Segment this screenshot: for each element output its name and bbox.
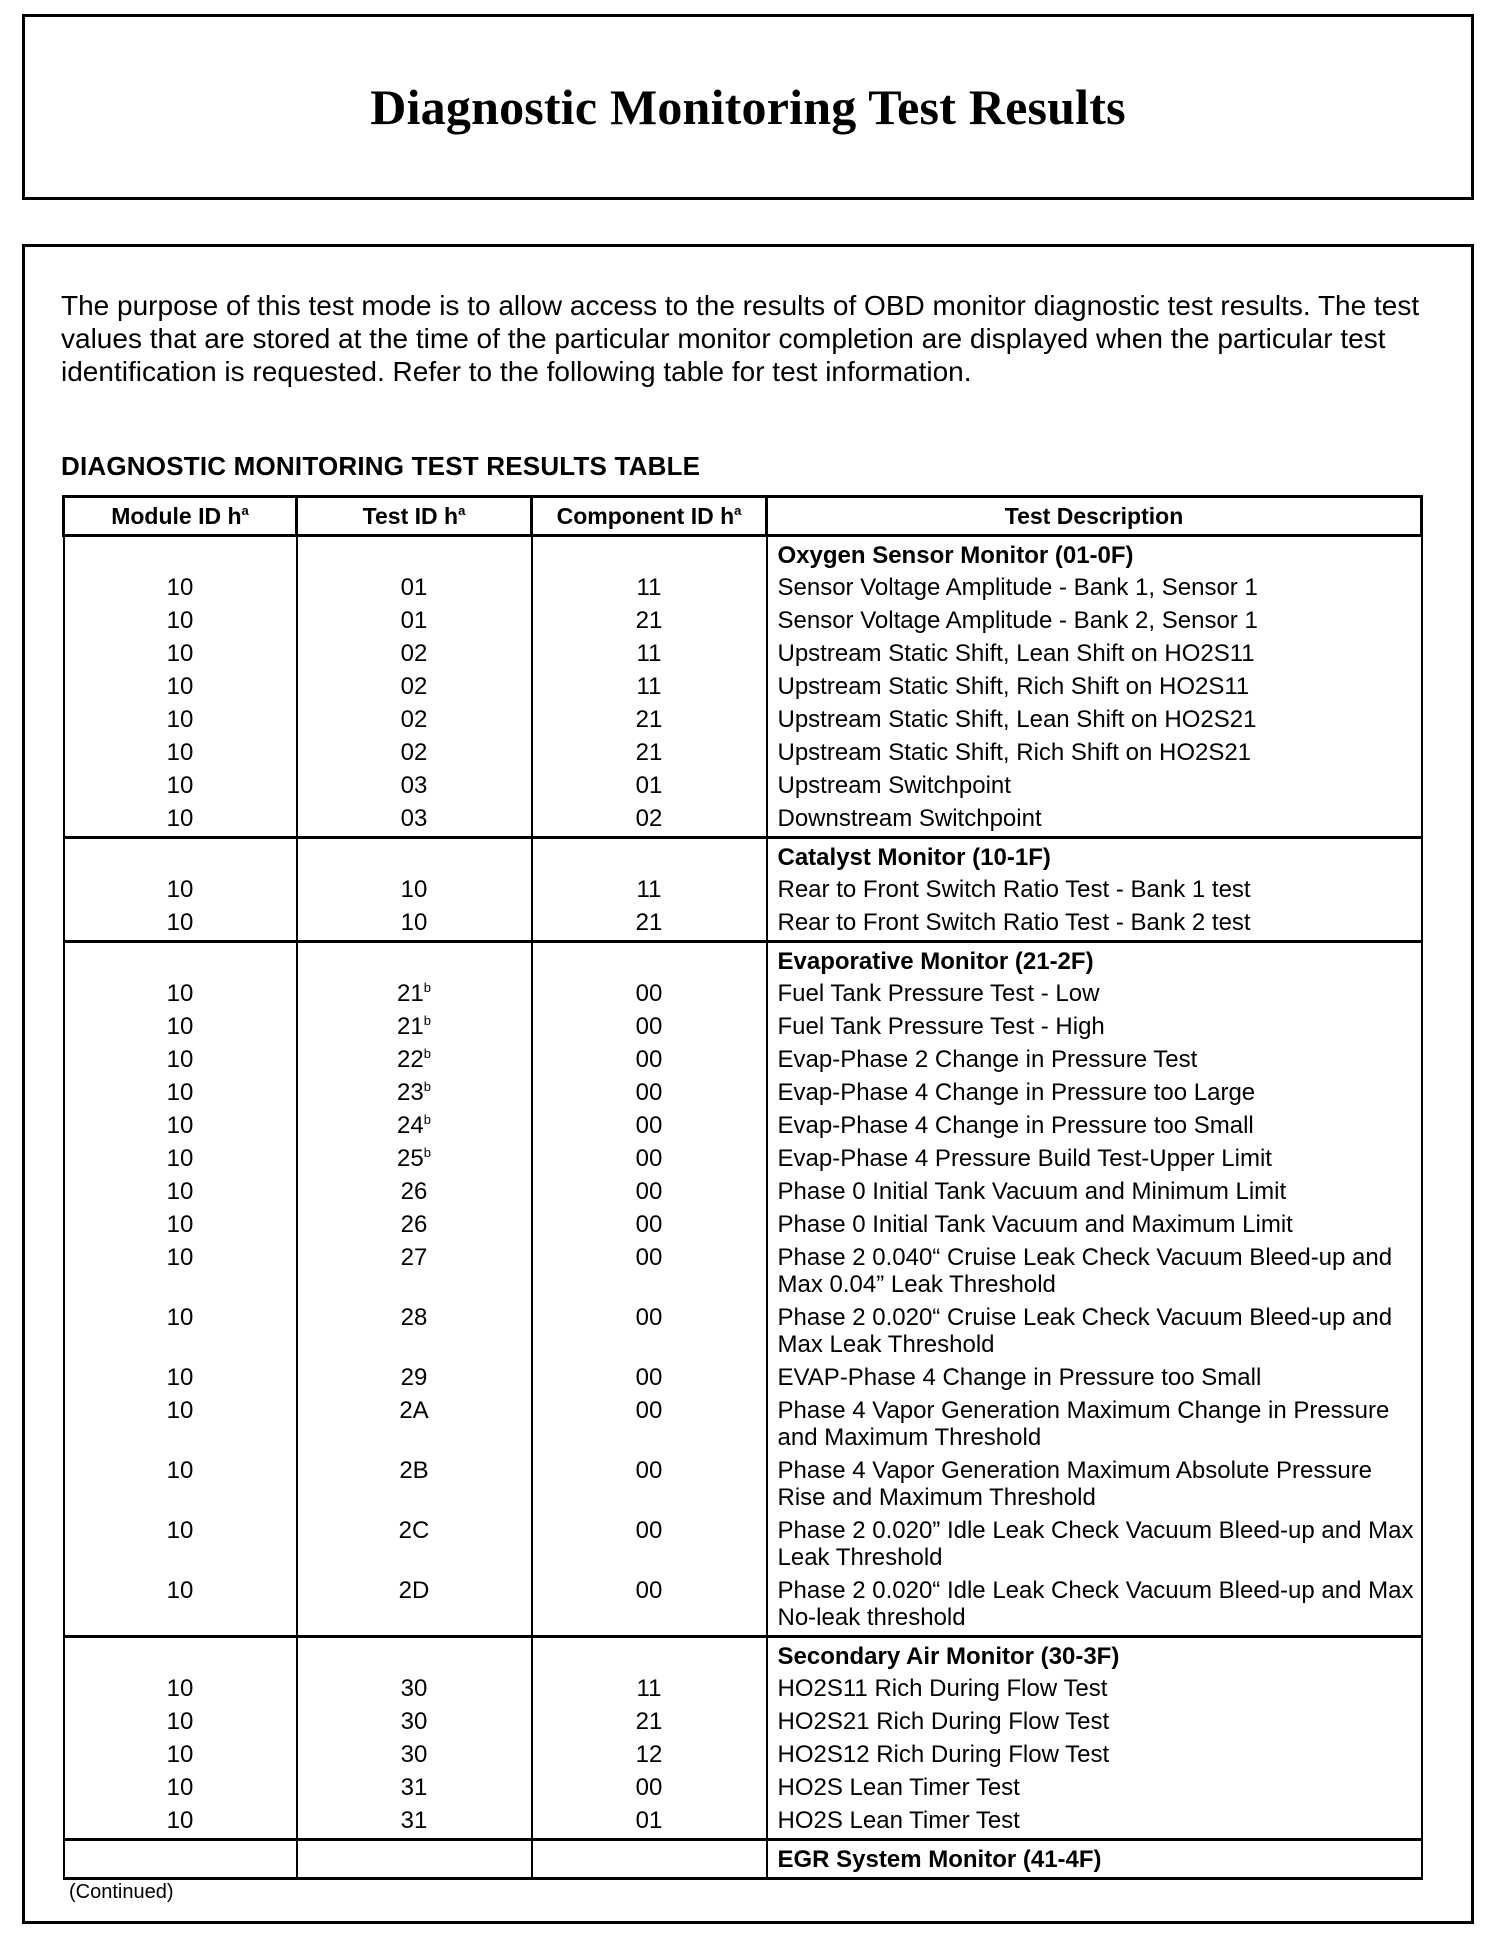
test-description-cell: Upstream Static Shift, Rich Shift on HO2S11: [767, 670, 1422, 703]
module-id-cell: 10: [64, 802, 297, 838]
table-row: [64, 1208, 1422, 1241]
group-title: Oxygen Sensor Monitor (01-0F): [767, 536, 1422, 572]
footnote-marker: b: [423, 1145, 431, 1160]
footnote-marker: b: [423, 1013, 431, 1028]
empty-cell: [297, 838, 532, 874]
test-description-cell: Phase 0 Initial Tank Vacuum and Maximum Limit: [767, 1208, 1422, 1241]
group-title: Catalyst Monitor (10-1F): [767, 838, 1422, 874]
test-id-cell: 31: [297, 1771, 532, 1804]
table-row: [64, 1241, 1422, 1301]
table-group: [64, 536, 1422, 838]
table-row: [64, 604, 1422, 637]
column-header-test-description: Test Description: [767, 497, 1422, 536]
module-id-cell: 10: [64, 1771, 297, 1804]
table-row: [64, 1361, 1422, 1394]
table-group: [64, 838, 1422, 942]
group-title-row: [64, 1637, 1422, 1673]
test-description-cell: Sensor Voltage Amplitude - Bank 1, Sensor 1: [767, 571, 1422, 604]
empty-cell: [297, 1840, 532, 1879]
test-id-cell: 01: [297, 571, 532, 604]
module-id-cell: 10: [64, 1175, 297, 1208]
test-description-cell: Evap-Phase 4 Change in Pressure too Large: [767, 1076, 1422, 1109]
group-title-row: [64, 942, 1422, 978]
test-id-cell: 10: [297, 873, 532, 906]
empty-cell: [532, 1840, 767, 1879]
test-id-cell: 21$^b$: [297, 1010, 532, 1043]
component-id-cell: 00: [532, 1241, 767, 1301]
component-id-cell: 00: [532, 1301, 767, 1361]
table-row: [64, 1705, 1422, 1738]
module-id-cell: 10: [64, 571, 297, 604]
test-description-cell: Upstream Static Shift, Lean Shift on HO2S11: [767, 637, 1422, 670]
module-id-cell: 10: [64, 1454, 297, 1514]
group-title: Secondary Air Monitor (30-3F): [767, 1637, 1422, 1673]
test-description-cell: HO2S Lean Timer Test: [767, 1804, 1422, 1840]
component-id-cell: 00: [532, 1454, 767, 1514]
table-row: [64, 1454, 1422, 1514]
test-id-cell: 02: [297, 703, 532, 736]
table-row: [64, 1804, 1422, 1840]
test-description-cell: Fuel Tank Pressure Test - Low: [767, 977, 1422, 1010]
test-id-cell: 03: [297, 769, 532, 802]
test-description-cell: Upstream Static Shift, Lean Shift on HO2S21: [767, 703, 1422, 736]
component-id-cell: 11: [532, 1672, 767, 1705]
test-description-cell: Upstream Static Shift, Rich Shift on HO2S21: [767, 736, 1422, 769]
test-description-cell: HO2S12 Rich During Flow Test: [767, 1738, 1422, 1771]
module-id-cell: 10: [64, 1514, 297, 1574]
test-id-cell: 2B: [297, 1454, 532, 1514]
test-id-cell: 02: [297, 637, 532, 670]
table-group: [64, 1637, 1422, 1840]
table-row: [64, 670, 1422, 703]
column-header-module-id: Module ID $h^a$: [64, 497, 297, 536]
intro-paragraph: The purpose of this test mode is to allow access to the results of OBD monitor diagnostic test results. The test values that are stored at the time of the particular monitor completion are displayed when the particular test identification is requested. Refer to the following table for test information.: [61, 290, 1420, 387]
module-id-cell: 10: [64, 1574, 297, 1637]
table-row: [64, 1043, 1422, 1076]
table-row: [64, 1394, 1422, 1454]
table-row: [64, 1738, 1422, 1771]
table-row: [64, 1109, 1422, 1142]
empty-cell: [297, 942, 532, 978]
test-id-cell: 27: [297, 1241, 532, 1301]
group-title: Evaporative Monitor (21-2F): [767, 942, 1422, 978]
component-id-cell: 00: [532, 977, 767, 1010]
module-id-cell: 10: [64, 1043, 297, 1076]
component-id-cell: 21: [532, 906, 767, 942]
module-id-cell: 10: [64, 1738, 297, 1771]
table-row: [64, 769, 1422, 802]
continued-note: (Continued): [69, 1881, 174, 1903]
component-id-cell: 12: [532, 1738, 767, 1771]
test-id-cell: 21$^b$: [297, 977, 532, 1010]
test-description-cell: Phase 2 0.040“ Cruise Leak Check Vacuum Bleed-up and Max 0.04” Leak Threshold: [767, 1241, 1422, 1301]
test-id-cell: 2D: [297, 1574, 532, 1637]
module-id-cell: 10: [64, 637, 297, 670]
results-table: [62, 495, 1423, 1880]
module-id-cell: 10: [64, 1705, 297, 1738]
component-id-cell: 21: [532, 1705, 767, 1738]
component-id-cell: 00: [532, 1361, 767, 1394]
test-id-cell: 02: [297, 670, 532, 703]
empty-cell: [532, 1637, 767, 1673]
test-id-cell: 25$^b$: [297, 1142, 532, 1175]
component-id-cell: 00: [532, 1394, 767, 1454]
table-row: [64, 571, 1422, 604]
module-id-cell: 10: [64, 906, 297, 942]
table-row: [64, 736, 1422, 769]
module-id-cell: 10: [64, 977, 297, 1010]
component-id-cell: 02: [532, 802, 767, 838]
empty-cell: [64, 838, 297, 874]
page-title: Diagnostic Monitoring Test Results: [370, 79, 1126, 135]
component-id-cell: 21: [532, 736, 767, 769]
test-id-cell: 22$^b$: [297, 1043, 532, 1076]
component-id-cell: 11: [532, 637, 767, 670]
component-id-cell: 11: [532, 571, 767, 604]
test-description-cell: Phase 2 0.020” Idle Leak Check Vacuum Bleed-up and Max Leak Threshold: [767, 1514, 1422, 1574]
test-description-cell: Phase 2 0.020“ Idle Leak Check Vacuum Bleed-up and Max No-leak threshold: [767, 1574, 1422, 1637]
module-id-cell: 10: [64, 1142, 297, 1175]
group-title: EGR System Monitor (41-4F): [767, 1840, 1422, 1879]
test-id-cell: 30: [297, 1672, 532, 1705]
table-row: [64, 1175, 1422, 1208]
test-id-cell: 30: [297, 1705, 532, 1738]
test-description-cell: Phase 2 0.020“ Cruise Leak Check Vacuum Bleed-up and Max Leak Threshold: [767, 1301, 1422, 1361]
module-id-cell: 10: [64, 736, 297, 769]
module-id-cell: 10: [64, 1394, 297, 1454]
component-id-cell: 01: [532, 1804, 767, 1840]
test-description-cell: Sensor Voltage Amplitude - Bank 2, Sensor 1: [767, 604, 1422, 637]
table-row: [64, 802, 1422, 838]
header-row: [64, 497, 1422, 536]
table-row: [64, 906, 1422, 942]
test-description-cell: Fuel Tank Pressure Test - High: [767, 1010, 1422, 1043]
footnote-marker: b: [423, 980, 431, 995]
test-description-cell: HO2S11 Rich During Flow Test: [767, 1672, 1422, 1705]
group-title-row: [64, 838, 1422, 874]
table-row: [64, 703, 1422, 736]
module-id-cell: 10: [64, 703, 297, 736]
test-id-cell: 10: [297, 906, 532, 942]
group-title-row: [64, 536, 1422, 572]
empty-cell: [532, 536, 767, 572]
module-id-cell: 10: [64, 604, 297, 637]
component-id-cell: 00: [532, 1574, 767, 1637]
component-id-cell: 11: [532, 873, 767, 906]
table-row: [64, 977, 1422, 1010]
test-id-cell: 26: [297, 1208, 532, 1241]
test-id-cell: 31: [297, 1804, 532, 1840]
module-id-cell: 10: [64, 1672, 297, 1705]
content-box: [22, 244, 1474, 1924]
test-id-cell: 2A: [297, 1394, 532, 1454]
component-id-cell: 01: [532, 769, 767, 802]
test-id-cell: 30: [297, 1738, 532, 1771]
module-id-cell: 10: [64, 873, 297, 906]
empty-cell: [64, 536, 297, 572]
test-description-cell: Phase 4 Vapor Generation Maximum Absolute Pressure Rise and Maximum Threshold: [767, 1454, 1422, 1514]
component-id-cell: 00: [532, 1043, 767, 1076]
test-description-cell: Evap-Phase 2 Change in Pressure Test: [767, 1043, 1422, 1076]
footnote-marker: b: [423, 1079, 431, 1094]
table-row: [64, 1301, 1422, 1361]
table-heading: DIAGNOSTIC MONITORING TEST RESULTS TABLE: [61, 451, 701, 481]
table-row: [64, 1672, 1422, 1705]
module-id-cell: 10: [64, 1109, 297, 1142]
component-id-cell: 11: [532, 670, 767, 703]
test-id-cell: 01: [297, 604, 532, 637]
table-row: [64, 1574, 1422, 1637]
test-id-cell: 2C: [297, 1514, 532, 1574]
empty-cell: [297, 1637, 532, 1673]
module-id-cell: 10: [64, 1010, 297, 1043]
test-description-cell: Rear to Front Switch Ratio Test - Bank 2 test: [767, 906, 1422, 942]
table-row: [64, 873, 1422, 906]
test-description-cell: HO2S Lean Timer Test: [767, 1771, 1422, 1804]
table-row: [64, 637, 1422, 670]
module-id-cell: 10: [64, 1076, 297, 1109]
component-id-cell: 00: [532, 1076, 767, 1109]
component-id-cell: 00: [532, 1208, 767, 1241]
test-id-cell: 02: [297, 736, 532, 769]
empty-cell: [532, 942, 767, 978]
component-id-cell: 21: [532, 703, 767, 736]
component-id-cell: 00: [532, 1771, 767, 1804]
module-id-cell: 10: [64, 769, 297, 802]
module-id-cell: 10: [64, 1208, 297, 1241]
empty-cell: [64, 942, 297, 978]
test-id-cell: 26: [297, 1175, 532, 1208]
test-description-cell: Upstream Switchpoint: [767, 769, 1422, 802]
column-header-test-id: Test ID $h^a$: [297, 497, 532, 536]
test-description-cell: Rear to Front Switch Ratio Test - Bank 1 test: [767, 873, 1422, 906]
title-box: [22, 14, 1474, 200]
component-id-cell: 00: [532, 1514, 767, 1574]
test-id-cell: 24$^b$: [297, 1109, 532, 1142]
test-id-cell: 03: [297, 802, 532, 838]
component-id-cell: 00: [532, 1175, 767, 1208]
module-id-cell: 10: [64, 670, 297, 703]
test-description-cell: Evap-Phase 4 Change in Pressure too Small: [767, 1109, 1422, 1142]
footnote-marker: b: [423, 1046, 431, 1061]
empty-cell: [532, 838, 767, 874]
module-id-cell: 10: [64, 1301, 297, 1361]
group-title-row: [64, 1840, 1422, 1879]
table-row: [64, 1076, 1422, 1109]
test-description-cell: Phase 0 Initial Tank Vacuum and Minimum Limit: [767, 1175, 1422, 1208]
component-id-cell: 00: [532, 1109, 767, 1142]
test-description-cell: HO2S21 Rich During Flow Test: [767, 1705, 1422, 1738]
test-description-cell: Evap-Phase 4 Pressure Build Test-Upper Limit: [767, 1142, 1422, 1175]
footnote-marker: b: [423, 1112, 431, 1127]
table-row: [64, 1142, 1422, 1175]
table-row: [64, 1010, 1422, 1043]
table-row: [64, 1771, 1422, 1804]
empty-cell: [64, 1637, 297, 1673]
empty-cell: [64, 1840, 297, 1879]
empty-cell: [297, 536, 532, 572]
test-id-cell: 29: [297, 1361, 532, 1394]
column-header-component-id: Component ID $h^a$: [532, 497, 767, 536]
table-group: [64, 942, 1422, 1637]
test-description-cell: EVAP-Phase 4 Change in Pressure too Small: [767, 1361, 1422, 1394]
table-group: [64, 1840, 1422, 1879]
component-id-cell: 21: [532, 604, 767, 637]
component-id-cell: 00: [532, 1142, 767, 1175]
module-id-cell: 10: [64, 1361, 297, 1394]
test-id-cell: 28: [297, 1301, 532, 1361]
table-row: [64, 1514, 1422, 1574]
test-description-cell: Downstream Switchpoint: [767, 802, 1422, 838]
test-id-cell: 23$^b$: [297, 1076, 532, 1109]
component-id-cell: 00: [532, 1010, 767, 1043]
test-description-cell: Phase 4 Vapor Generation Maximum Change in Pressure and Maximum Threshold: [767, 1394, 1422, 1454]
module-id-cell: 10: [64, 1804, 297, 1840]
module-id-cell: 10: [64, 1241, 297, 1301]
